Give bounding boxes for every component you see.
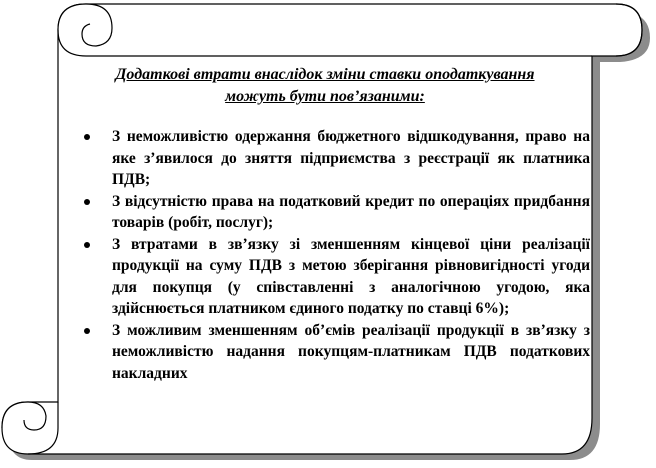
bullet-icon	[84, 199, 90, 205]
bullet-icon	[84, 134, 90, 140]
list-item-text: З неможливістю одержання бюджетного відшкодування, право на яке з’явилося до зняття підприємства з реєстрації як платника ПДВ;	[112, 128, 590, 188]
list-item-text: З втратами в зв’язку зі зменшенням кінцевої ціни реалізації продукції на суму ПДВ з метою зберігання рівновигідності угоди для покупця (у співставленні з аналогічною угодою, яка здійснюється платником єдиного податку по ставці 6%);	[112, 235, 590, 317]
list-item	[82, 320, 590, 385]
heading-line-2: можуть бути пов’язаними:	[225, 88, 425, 105]
list-item	[82, 191, 590, 234]
heading	[60, 64, 590, 108]
list-item-text: З відсутністю права на податковий кредит по операціях придбання товарів (робіт, послуг);	[112, 192, 590, 231]
list-item	[82, 234, 590, 320]
bullet-list	[60, 126, 590, 384]
heading-line-1: Додаткові втрати внаслідок зміни ставки оподаткування	[115, 66, 535, 83]
scroll-content	[60, 64, 590, 384]
list-item	[82, 126, 590, 191]
bullet-icon	[84, 242, 90, 248]
bullet-icon	[84, 328, 90, 334]
list-item-text: З можливим зменшенням об’ємів реалізації продукції в зв’язку з неможливістю надання покупцям-платникам ПДВ податкових накладних	[112, 321, 590, 382]
